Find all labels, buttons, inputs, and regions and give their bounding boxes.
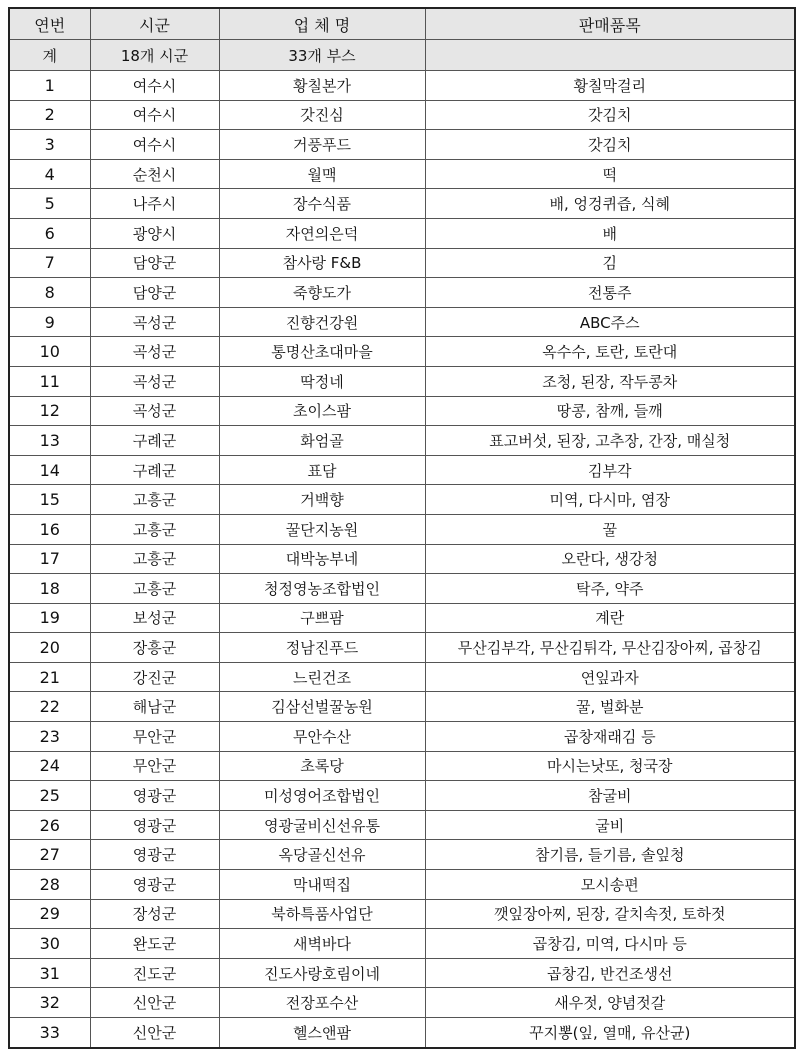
header-items: 판매품목 <box>425 8 795 40</box>
cell-items: 계란 <box>425 603 795 633</box>
cell-region: 여수시 <box>90 100 219 130</box>
table-row <box>9 514 795 544</box>
cell-items: 새우젓, 양념젓갈 <box>425 988 795 1018</box>
cell-no: 9 <box>9 307 90 337</box>
cell-company: 초록당 <box>219 751 425 781</box>
cell-items: 꿀 <box>425 514 795 544</box>
cell-company: 진향건강원 <box>219 307 425 337</box>
table-row <box>9 574 795 604</box>
cell-no: 22 <box>9 692 90 722</box>
table-row <box>9 189 795 219</box>
cell-region: 구례군 <box>90 426 219 456</box>
cell-company: 무안수산 <box>219 722 425 752</box>
cell-no: 14 <box>9 455 90 485</box>
cell-company: 장수식품 <box>219 189 425 219</box>
cell-no: 8 <box>9 278 90 308</box>
cell-company: 월맥 <box>219 159 425 189</box>
cell-region: 강진군 <box>90 662 219 692</box>
cell-no: 3 <box>9 130 90 160</box>
table-row <box>9 988 795 1018</box>
cell-company: 헬스앤팜 <box>219 1018 425 1048</box>
cell-company: 막내떡집 <box>219 870 425 900</box>
cell-items: 옥수수, 토란, 토란대 <box>425 337 795 367</box>
cell-company: 거백향 <box>219 485 425 515</box>
header-row <box>9 8 795 40</box>
total-company: 33개 부스 <box>219 40 425 71</box>
table-row <box>9 633 795 663</box>
table-row <box>9 248 795 278</box>
table-row <box>9 722 795 752</box>
cell-items: 곱창김, 반건조생선 <box>425 958 795 988</box>
cell-items: 갓김치 <box>425 130 795 160</box>
cell-company: 꿀단지농원 <box>219 514 425 544</box>
cell-region: 곡성군 <box>90 396 219 426</box>
header-no: 연번 <box>9 8 90 40</box>
cell-company: 미성영어조합법인 <box>219 781 425 811</box>
cell-items: 배, 엉겅퀴즙, 식혜 <box>425 189 795 219</box>
cell-items: 땅콩, 참깨, 들깨 <box>425 396 795 426</box>
cell-no: 7 <box>9 248 90 278</box>
table-row <box>9 1018 795 1048</box>
cell-items: 조청, 된장, 작두콩차 <box>425 366 795 396</box>
cell-region: 고흥군 <box>90 574 219 604</box>
cell-items: 참기름, 들기름, 솔잎청 <box>425 840 795 870</box>
table-row <box>9 899 795 929</box>
header-region: 시군 <box>90 8 219 40</box>
cell-items: 전통주 <box>425 278 795 308</box>
cell-region: 보성군 <box>90 603 219 633</box>
cell-region: 장흥군 <box>90 633 219 663</box>
cell-no: 27 <box>9 840 90 870</box>
cell-region: 영광군 <box>90 870 219 900</box>
cell-company: 화엄골 <box>219 426 425 456</box>
cell-items: 곱창재래김 등 <box>425 722 795 752</box>
cell-company: 대박농부네 <box>219 544 425 574</box>
cell-region: 담양군 <box>90 248 219 278</box>
cell-no: 13 <box>9 426 90 456</box>
cell-items: 굴비 <box>425 810 795 840</box>
cell-region: 곡성군 <box>90 337 219 367</box>
cell-company: 김삼선벌꿀농원 <box>219 692 425 722</box>
cell-no: 33 <box>9 1018 90 1048</box>
cell-items: 무산김부각, 무산김튀각, 무산김장아찌, 곱창김 <box>425 633 795 663</box>
cell-region: 구례군 <box>90 455 219 485</box>
cell-region: 담양군 <box>90 278 219 308</box>
table-row <box>9 396 795 426</box>
table-row <box>9 781 795 811</box>
cell-region: 무안군 <box>90 722 219 752</box>
cell-region: 나주시 <box>90 189 219 219</box>
total-items <box>425 40 795 71</box>
total-row <box>9 40 795 71</box>
cell-items: 참굴비 <box>425 781 795 811</box>
cell-region: 완도군 <box>90 929 219 959</box>
cell-no: 11 <box>9 366 90 396</box>
cell-region: 고흥군 <box>90 485 219 515</box>
table-row <box>9 958 795 988</box>
cell-region: 무안군 <box>90 751 219 781</box>
table-row <box>9 130 795 160</box>
cell-no: 26 <box>9 810 90 840</box>
table-row <box>9 278 795 308</box>
cell-items: 김 <box>425 248 795 278</box>
table-row <box>9 692 795 722</box>
table-row <box>9 307 795 337</box>
cell-no: 5 <box>9 189 90 219</box>
table-row <box>9 455 795 485</box>
cell-items: 황칠막걸리 <box>425 71 795 101</box>
cell-no: 32 <box>9 988 90 1018</box>
table-row <box>9 810 795 840</box>
cell-company: 황칠본가 <box>219 71 425 101</box>
cell-region: 곡성군 <box>90 307 219 337</box>
table-row <box>9 337 795 367</box>
cell-items: 연잎과자 <box>425 662 795 692</box>
cell-company: 새벽바다 <box>219 929 425 959</box>
cell-region: 장성군 <box>90 899 219 929</box>
cell-region: 고흥군 <box>90 514 219 544</box>
header-company: 업 체 명 <box>219 8 425 40</box>
table-row <box>9 218 795 248</box>
cell-no: 12 <box>9 396 90 426</box>
cell-items: 모시송편 <box>425 870 795 900</box>
cell-items: 마시는낫또, 청국장 <box>425 751 795 781</box>
cell-no: 2 <box>9 100 90 130</box>
cell-items: ABC주스 <box>425 307 795 337</box>
cell-company: 딱정네 <box>219 366 425 396</box>
cell-no: 18 <box>9 574 90 604</box>
table-row <box>9 603 795 633</box>
table-row <box>9 159 795 189</box>
cell-no: 21 <box>9 662 90 692</box>
cell-items: 표고버섯, 된장, 고추장, 간장, 매실청 <box>425 426 795 456</box>
table-row <box>9 662 795 692</box>
cell-company: 죽향도가 <box>219 278 425 308</box>
cell-region: 여수시 <box>90 71 219 101</box>
cell-no: 1 <box>9 71 90 101</box>
table-row <box>9 366 795 396</box>
cell-no: 10 <box>9 337 90 367</box>
cell-company: 진도사랑호림이네 <box>219 958 425 988</box>
cell-items: 갓김치 <box>425 100 795 130</box>
cell-company: 북하특품사업단 <box>219 899 425 929</box>
cell-items: 꾸지뽕(잎, 열매, 유산균) <box>425 1018 795 1048</box>
cell-company: 느린건조 <box>219 662 425 692</box>
cell-region: 고흥군 <box>90 544 219 574</box>
cell-company: 표담 <box>219 455 425 485</box>
cell-no: 6 <box>9 218 90 248</box>
cell-region: 해남군 <box>90 692 219 722</box>
cell-company: 거풍푸드 <box>219 130 425 160</box>
cell-no: 20 <box>9 633 90 663</box>
total-label: 계 <box>9 40 90 71</box>
cell-no: 23 <box>9 722 90 752</box>
cell-no: 28 <box>9 870 90 900</box>
vendor-table-wrapper <box>8 7 794 1049</box>
cell-region: 광양시 <box>90 218 219 248</box>
table-row <box>9 870 795 900</box>
cell-items: 오란다, 생강청 <box>425 544 795 574</box>
cell-no: 4 <box>9 159 90 189</box>
cell-items: 곱창김, 미역, 다시마 등 <box>425 929 795 959</box>
cell-company: 옥당골신선유 <box>219 840 425 870</box>
cell-company: 참사랑 F&B <box>219 248 425 278</box>
cell-items: 배 <box>425 218 795 248</box>
total-region: 18개 시군 <box>90 40 219 71</box>
table-row <box>9 485 795 515</box>
cell-company: 청정영농조합법인 <box>219 574 425 604</box>
cell-region: 곡성군 <box>90 366 219 396</box>
cell-company: 영광굴비신선유통 <box>219 810 425 840</box>
cell-items: 꿀, 벌화분 <box>425 692 795 722</box>
cell-region: 진도군 <box>90 958 219 988</box>
cell-items: 깻잎장아찌, 된장, 갈치속젓, 토하젓 <box>425 899 795 929</box>
cell-items: 김부각 <box>425 455 795 485</box>
cell-region: 영광군 <box>90 781 219 811</box>
table-row <box>9 426 795 456</box>
cell-region: 영광군 <box>90 810 219 840</box>
cell-region: 여수시 <box>90 130 219 160</box>
cell-company: 갓진심 <box>219 100 425 130</box>
cell-company: 초이스팜 <box>219 396 425 426</box>
cell-company: 자연의은덕 <box>219 218 425 248</box>
cell-region: 순천시 <box>90 159 219 189</box>
cell-no: 17 <box>9 544 90 574</box>
cell-items: 탁주, 약주 <box>425 574 795 604</box>
cell-company: 정남진푸드 <box>219 633 425 663</box>
table-row <box>9 929 795 959</box>
cell-no: 30 <box>9 929 90 959</box>
cell-region: 영광군 <box>90 840 219 870</box>
cell-region: 신안군 <box>90 1018 219 1048</box>
table-row <box>9 71 795 101</box>
vendor-table <box>8 7 796 1049</box>
cell-no: 15 <box>9 485 90 515</box>
table-row <box>9 751 795 781</box>
table-row <box>9 544 795 574</box>
cell-company: 전장포수산 <box>219 988 425 1018</box>
table-row <box>9 840 795 870</box>
cell-items: 떡 <box>425 159 795 189</box>
cell-no: 25 <box>9 781 90 811</box>
cell-no: 24 <box>9 751 90 781</box>
cell-company: 통명산초대마을 <box>219 337 425 367</box>
cell-no: 16 <box>9 514 90 544</box>
cell-region: 신안군 <box>90 988 219 1018</box>
table-row <box>9 100 795 130</box>
cell-no: 19 <box>9 603 90 633</box>
cell-items: 미역, 다시마, 염장 <box>425 485 795 515</box>
cell-no: 29 <box>9 899 90 929</box>
cell-no: 31 <box>9 958 90 988</box>
cell-company: 구쁘팜 <box>219 603 425 633</box>
